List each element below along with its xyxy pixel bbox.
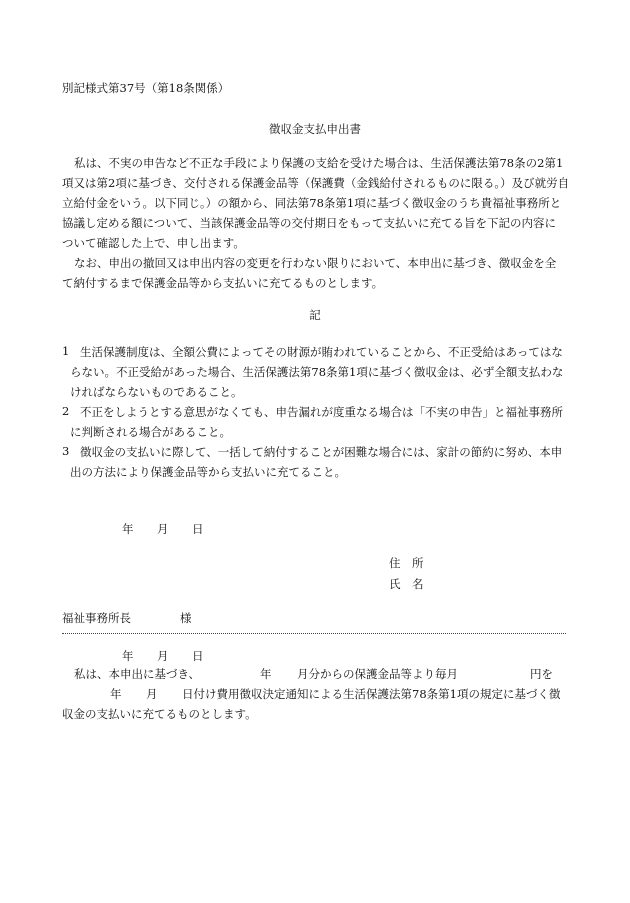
item-number: 2 [62,404,70,418]
intro-line: 協議し定める額について、当該保護金品等の交付期日をもって支払いに充てる旨を下記の内容に [62,216,557,230]
bottom-line1-year: 年 [260,667,272,681]
item-line: 生活保護制度は、全額公費によってその財源が賄われていることから、不正受給はあってはな [80,345,563,359]
date-month-label: 月 [157,522,169,536]
bottom-day-label: 日 [192,649,204,663]
item-line: ければならないものであること。 [70,385,243,399]
bottom-year-label: 年 [122,649,134,663]
bottom-line1-a: 私は、本申出に基づき、 [74,667,201,681]
addressee: 福祉事務所長 [62,611,131,625]
document-title: 徴収金支払申出書 [269,122,361,136]
item-line: 出の方法により保護金品等から支払いに充てること。 [70,465,346,479]
item-line: に判断される場合があること。 [70,425,231,439]
date-year-label: 年 [122,522,134,536]
intro-line: 項又は第2項に基づき、交付される保護金品等（保護費（金銭給付されるものに限る。）及び就労自 [62,176,570,190]
item-line: 不正をしようとする意思がなくても、申告漏れが度重なる場合は「不実の申告」と福祉事務所 [80,405,563,419]
address-label: 住 所 [389,556,424,570]
bottom-line3: 収金の支払いに充てるものとします。 [62,707,257,721]
item-line: 徴収金の支払いに際して、一括して納付することが困難な場合には、家計の節約に努め、本申 [80,445,563,459]
intro-line: 立給付金をいう。以下同じ。）の額から、同法第78条第1項に基づく徴収金のうち貴福祉事務所と [62,196,562,210]
item-number: 1 [62,344,70,358]
ki-heading: 記 [309,308,321,322]
form-label: 別記様式第37号（第18条関係） [62,81,230,95]
addressee-honorific: 様 [180,611,192,625]
item-number: 3 [62,444,70,458]
bottom-line2-month: 月 [146,687,158,701]
dotted-divider [62,633,566,634]
note-line: なお、申出の撤回又は申出内容の変更を行わない限りにおいて、本申出に基づき、徴収金を全 [74,256,557,270]
item-line: らない。不正受給があった場合、生活保護法第78条第1項に基づく徴収金は、必ず全額支払わな [70,365,564,379]
bottom-line2-year: 年 [110,687,122,701]
bottom-line2-c: 日付け費用徴収決定通知による生活保護法第78条第1項の規定に基づく徴 [182,687,561,701]
note-line: て納付するまで保護金品等から支払いに充てるものとします。 [62,276,384,290]
intro-line: ついて確認した上で、申し出ます。 [62,236,245,250]
date-day-label: 日 [192,522,204,536]
name-label: 氏 名 [389,577,424,591]
intro-line: 私は、不実の申告など不正な手段により保護の支給を受けた場合は、生活保護法第78条の2第1 [74,156,564,170]
bottom-line1-c: 月分からの保護金品等より毎月 [297,667,458,681]
bottom-line1-d: 円を [530,667,553,681]
bottom-month-label: 月 [157,649,169,663]
